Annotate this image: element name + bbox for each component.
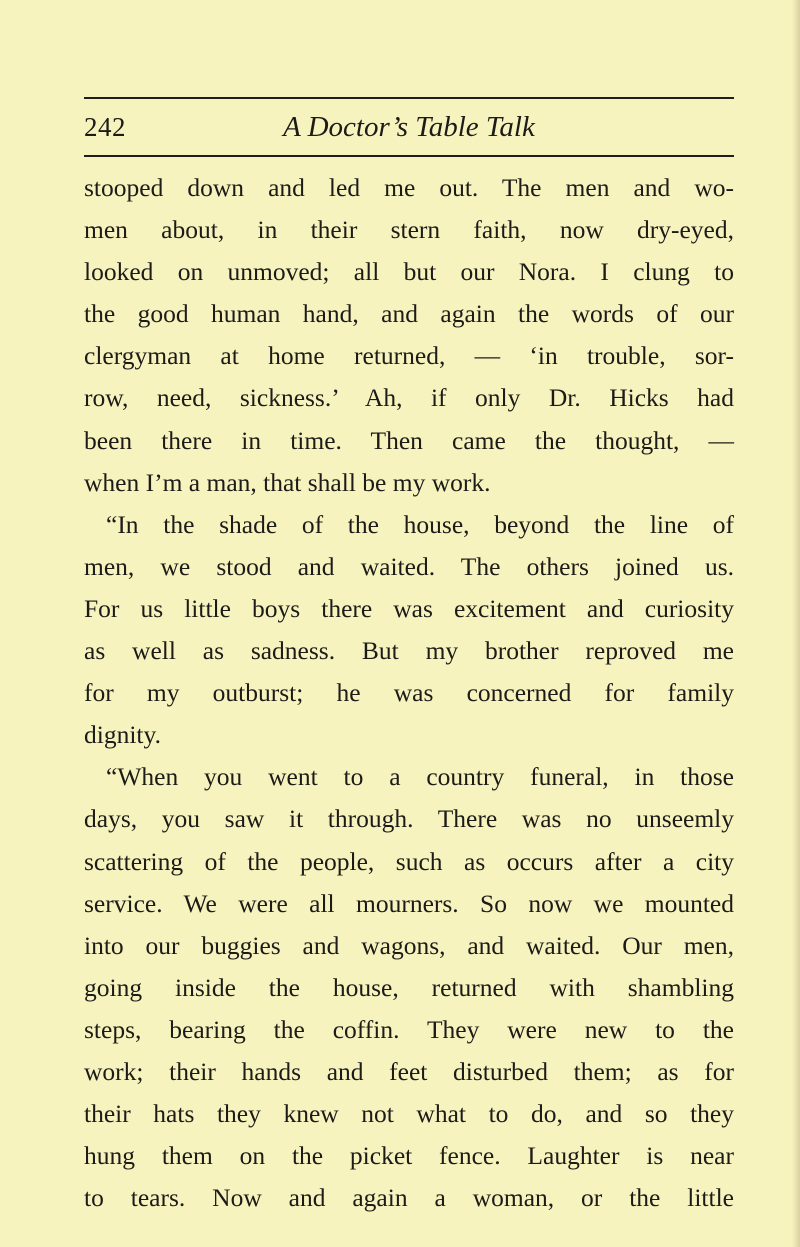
body-text bbox=[84, 167, 734, 1219]
paragraph-end-line: dignity. bbox=[84, 720, 161, 750]
page-edge-shadow bbox=[792, 0, 800, 1247]
text-line: hung them on the picket fence. Laughter is near bbox=[84, 1141, 734, 1171]
text-line: going inside the house, returned with shambling bbox=[84, 972, 734, 1002]
text-line: men about, in their stern faith, now dry-eyed, bbox=[84, 215, 734, 245]
text-line: to tears. Now and again a woman, or the little bbox=[84, 1183, 734, 1213]
text-line: as well as sadness. But my brother reproved me bbox=[84, 636, 734, 666]
running-header bbox=[84, 105, 734, 149]
text-line: For us little boys there was excitement and curiosity bbox=[84, 593, 734, 623]
text-line: stooped down and led me out. The men and wo- bbox=[84, 173, 734, 202]
text-line: their hats they knew not what to do, and so they bbox=[84, 1099, 734, 1129]
text-line: into our buggies and wagons, and waited. Our men, bbox=[84, 930, 734, 960]
text-line: service. We were all mourners. So now we mounted bbox=[84, 888, 734, 918]
text-line: for my outburst; he was concerned for family bbox=[84, 678, 734, 708]
header-top-rule bbox=[84, 97, 734, 99]
text-line: steps, bearing the coffin. They were new to the bbox=[84, 1014, 734, 1044]
text-line: clergyman at home returned, — ‘in trouble, sor- bbox=[84, 341, 734, 371]
running-title: A Doctor’s Table Talk bbox=[283, 111, 535, 143]
text-line: been there in time. Then came the thought, — bbox=[84, 425, 734, 455]
paragraph-start-line: “In the shade of the house, beyond the line of bbox=[106, 509, 734, 539]
text-line: men, we stood and waited. The others joined us. bbox=[84, 551, 734, 581]
text-line: days, you saw it through. There was no unseemly bbox=[84, 804, 734, 834]
page-number: 242 bbox=[84, 112, 126, 142]
paragraph-start-line: “When you went to a country funeral, in those bbox=[106, 762, 734, 792]
header-bottom-rule bbox=[84, 155, 734, 157]
text-line: work; their hands and feet disturbed them; as for bbox=[84, 1056, 734, 1086]
text-line: the good human hand, and again the words of our bbox=[84, 299, 734, 329]
text-line: looked on unmoved; all but our Nora. I clung to bbox=[84, 257, 734, 287]
text-line: scattering of the people, such as occurs after a city bbox=[84, 846, 734, 876]
paragraph-end-line: when I’m a man, that shall be my work. bbox=[84, 467, 491, 497]
text-line: row, need, sickness.’ Ah, if only Dr. Hicks had bbox=[84, 383, 734, 413]
